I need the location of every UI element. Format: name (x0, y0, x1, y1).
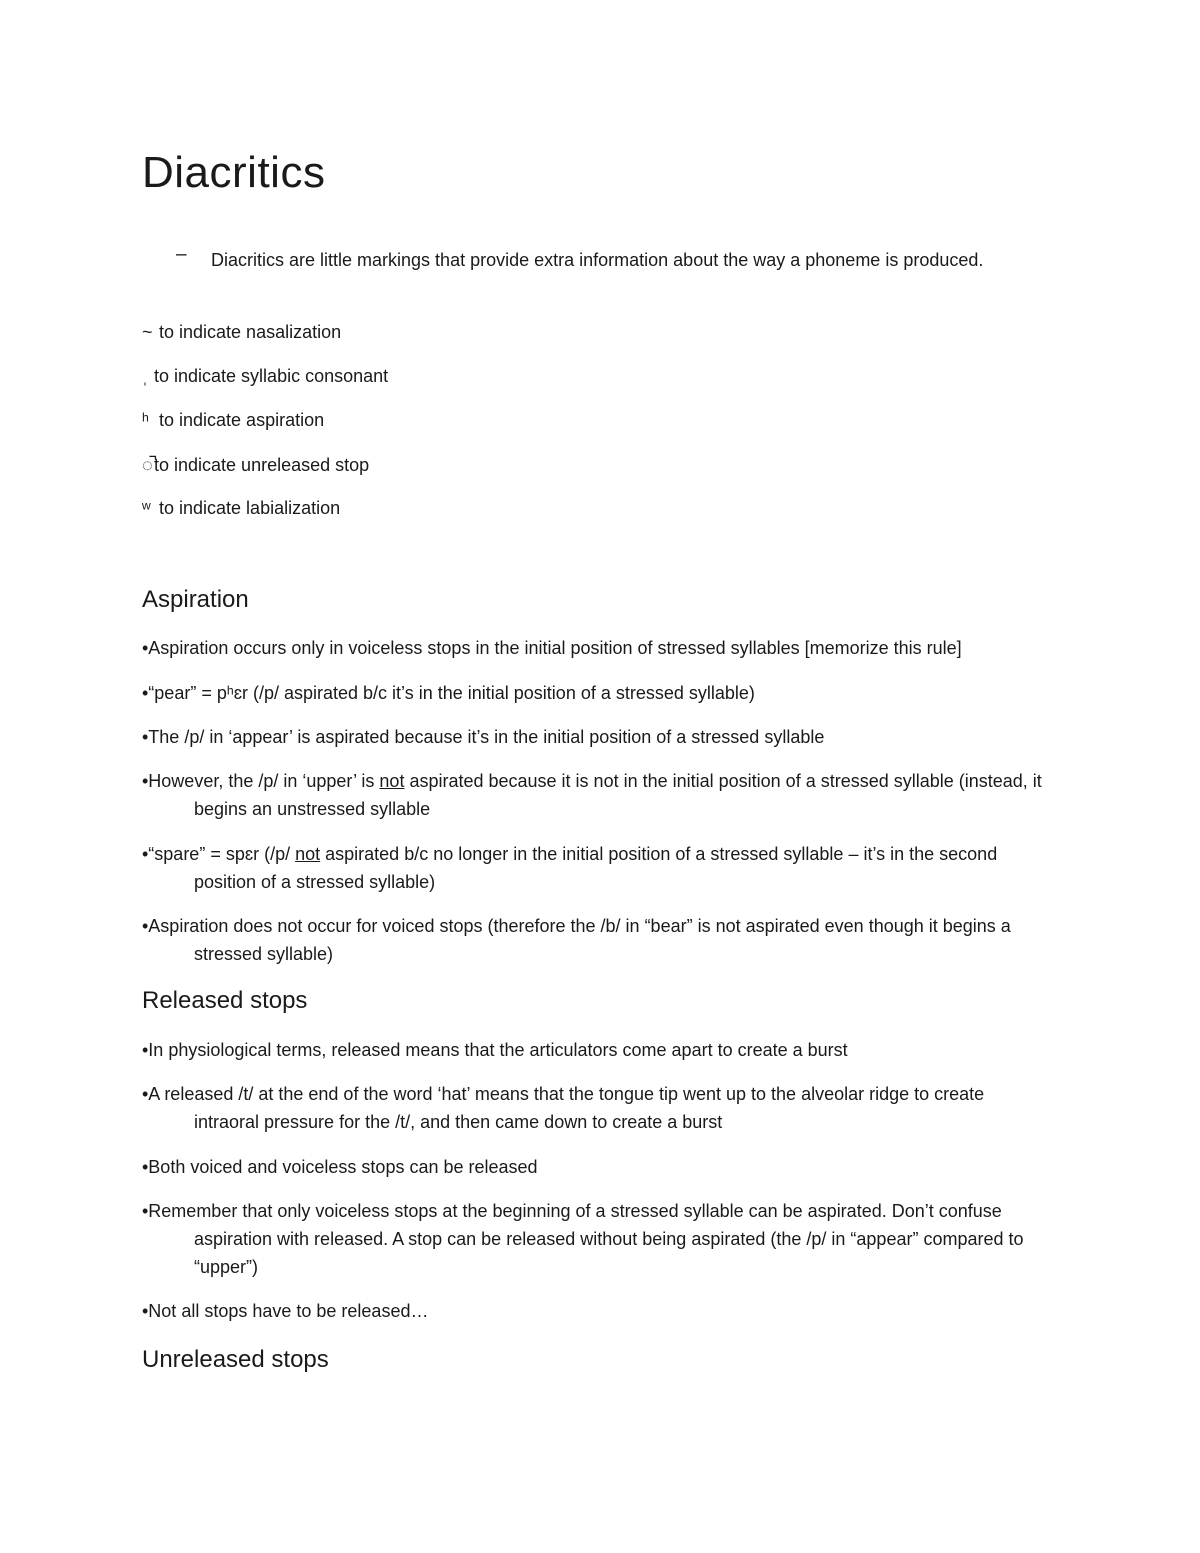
diacritic-aspiration (142, 406, 324, 434)
released-bullet-5 (142, 1297, 1052, 1325)
aspiration-bullet-5 (142, 840, 1052, 896)
diacritic-text: to indicate nasalization (154, 322, 342, 342)
released-bullet-3 (142, 1153, 1052, 1181)
diacritic-symbol: ʷ (142, 498, 151, 518)
bullet-text: •Remember that only voiceless stops at the beginning of a stressed syllable can be aspirated. Don’t confuse aspiration with released. A stop can be released without being aspirated (the /p/ in “appear” compared to “upper”) (142, 1201, 1024, 1277)
diacritic-labialization (142, 494, 340, 522)
underlined-word: not (295, 844, 321, 864)
diacritic-unreleased (142, 451, 369, 479)
diacritic-symbol: ◌̚ (142, 455, 153, 475)
released-bullet-1 (142, 1036, 1052, 1064)
diacritic-syllabic (142, 362, 388, 390)
bullet-text: •Aspiration does not occur for voiced stops (therefore the /b/ in “bear” is not aspirated even though it begins a stressed syllable) (142, 916, 1011, 964)
dash-marker: – (176, 244, 187, 265)
bullet-text: •“pear” = pʰɛr (/p/ aspirated b/c it’s in the initial position of a stressed syllable) (142, 683, 755, 703)
intro-text: Diacritics are little markings that provide extra information about the way a phoneme is produced. (211, 250, 984, 270)
diacritic-text: to indicate labialization (154, 498, 341, 518)
diacritic-symbol: ~ (142, 322, 153, 342)
bullet-text: •“spare” = spɛr (/p/ (142, 844, 296, 864)
aspiration-bullet-4 (142, 767, 1052, 823)
bullet-text: •Both voiced and voiceless stops can be released (142, 1157, 538, 1177)
released-heading: Released stops (142, 987, 308, 1014)
diacritic-text: to indicate syllabic consonant (154, 366, 389, 386)
diacritic-symbol: ʰ (142, 410, 149, 430)
aspiration-heading: Aspiration (142, 586, 249, 613)
aspiration-bullet-2 (142, 679, 1052, 707)
diacritic-text: to indicate aspiration (154, 410, 325, 430)
diacritic-text: to indicate unreleased stop (154, 455, 370, 475)
bullet-text: •A released /t/ at the end of the word ‘hat’ means that the tongue tip went up to the alveolar ridge to create intraoral pressure for the /t/, and then came down to create a burst (142, 1084, 985, 1132)
bullet-text: aspirated because it is not in the initial position of a stressed syllable (instead, it begins an unstressed syllable (194, 771, 1042, 819)
diacritic-nasalization (142, 318, 341, 346)
bullet-text: •However, the /p/ in ‘upper’ is (142, 771, 380, 791)
released-bullet-4 (142, 1197, 1052, 1281)
unreleased-heading: Unreleased stops (142, 1346, 329, 1373)
underlined-word: not (379, 771, 405, 791)
bullet-text: aspirated b/c no longer in the initial position of a stressed syllable – it’s in the second position of a stressed syllable) (194, 844, 998, 892)
aspiration-bullet-1 (142, 634, 1052, 662)
diacritic-symbol: ˌ (142, 366, 148, 386)
released-bullet-2 (142, 1080, 1052, 1136)
bullet-text: •Aspiration occurs only in voiceless stops in the initial position of stressed syllables [memorize this rule] (142, 638, 962, 658)
aspiration-bullet-6 (142, 912, 1052, 968)
bullet-text: •In physiological terms, released means that the articulators come apart to create a burst (142, 1040, 848, 1060)
page-title: Diacritics (142, 148, 326, 197)
bullet-text: •Not all stops have to be released… (142, 1301, 429, 1321)
aspiration-bullet-3 (142, 723, 1052, 751)
bullet-text: •The /p/ in ‘appear’ is aspirated because it’s in the initial position of a stressed syllable (142, 727, 825, 747)
